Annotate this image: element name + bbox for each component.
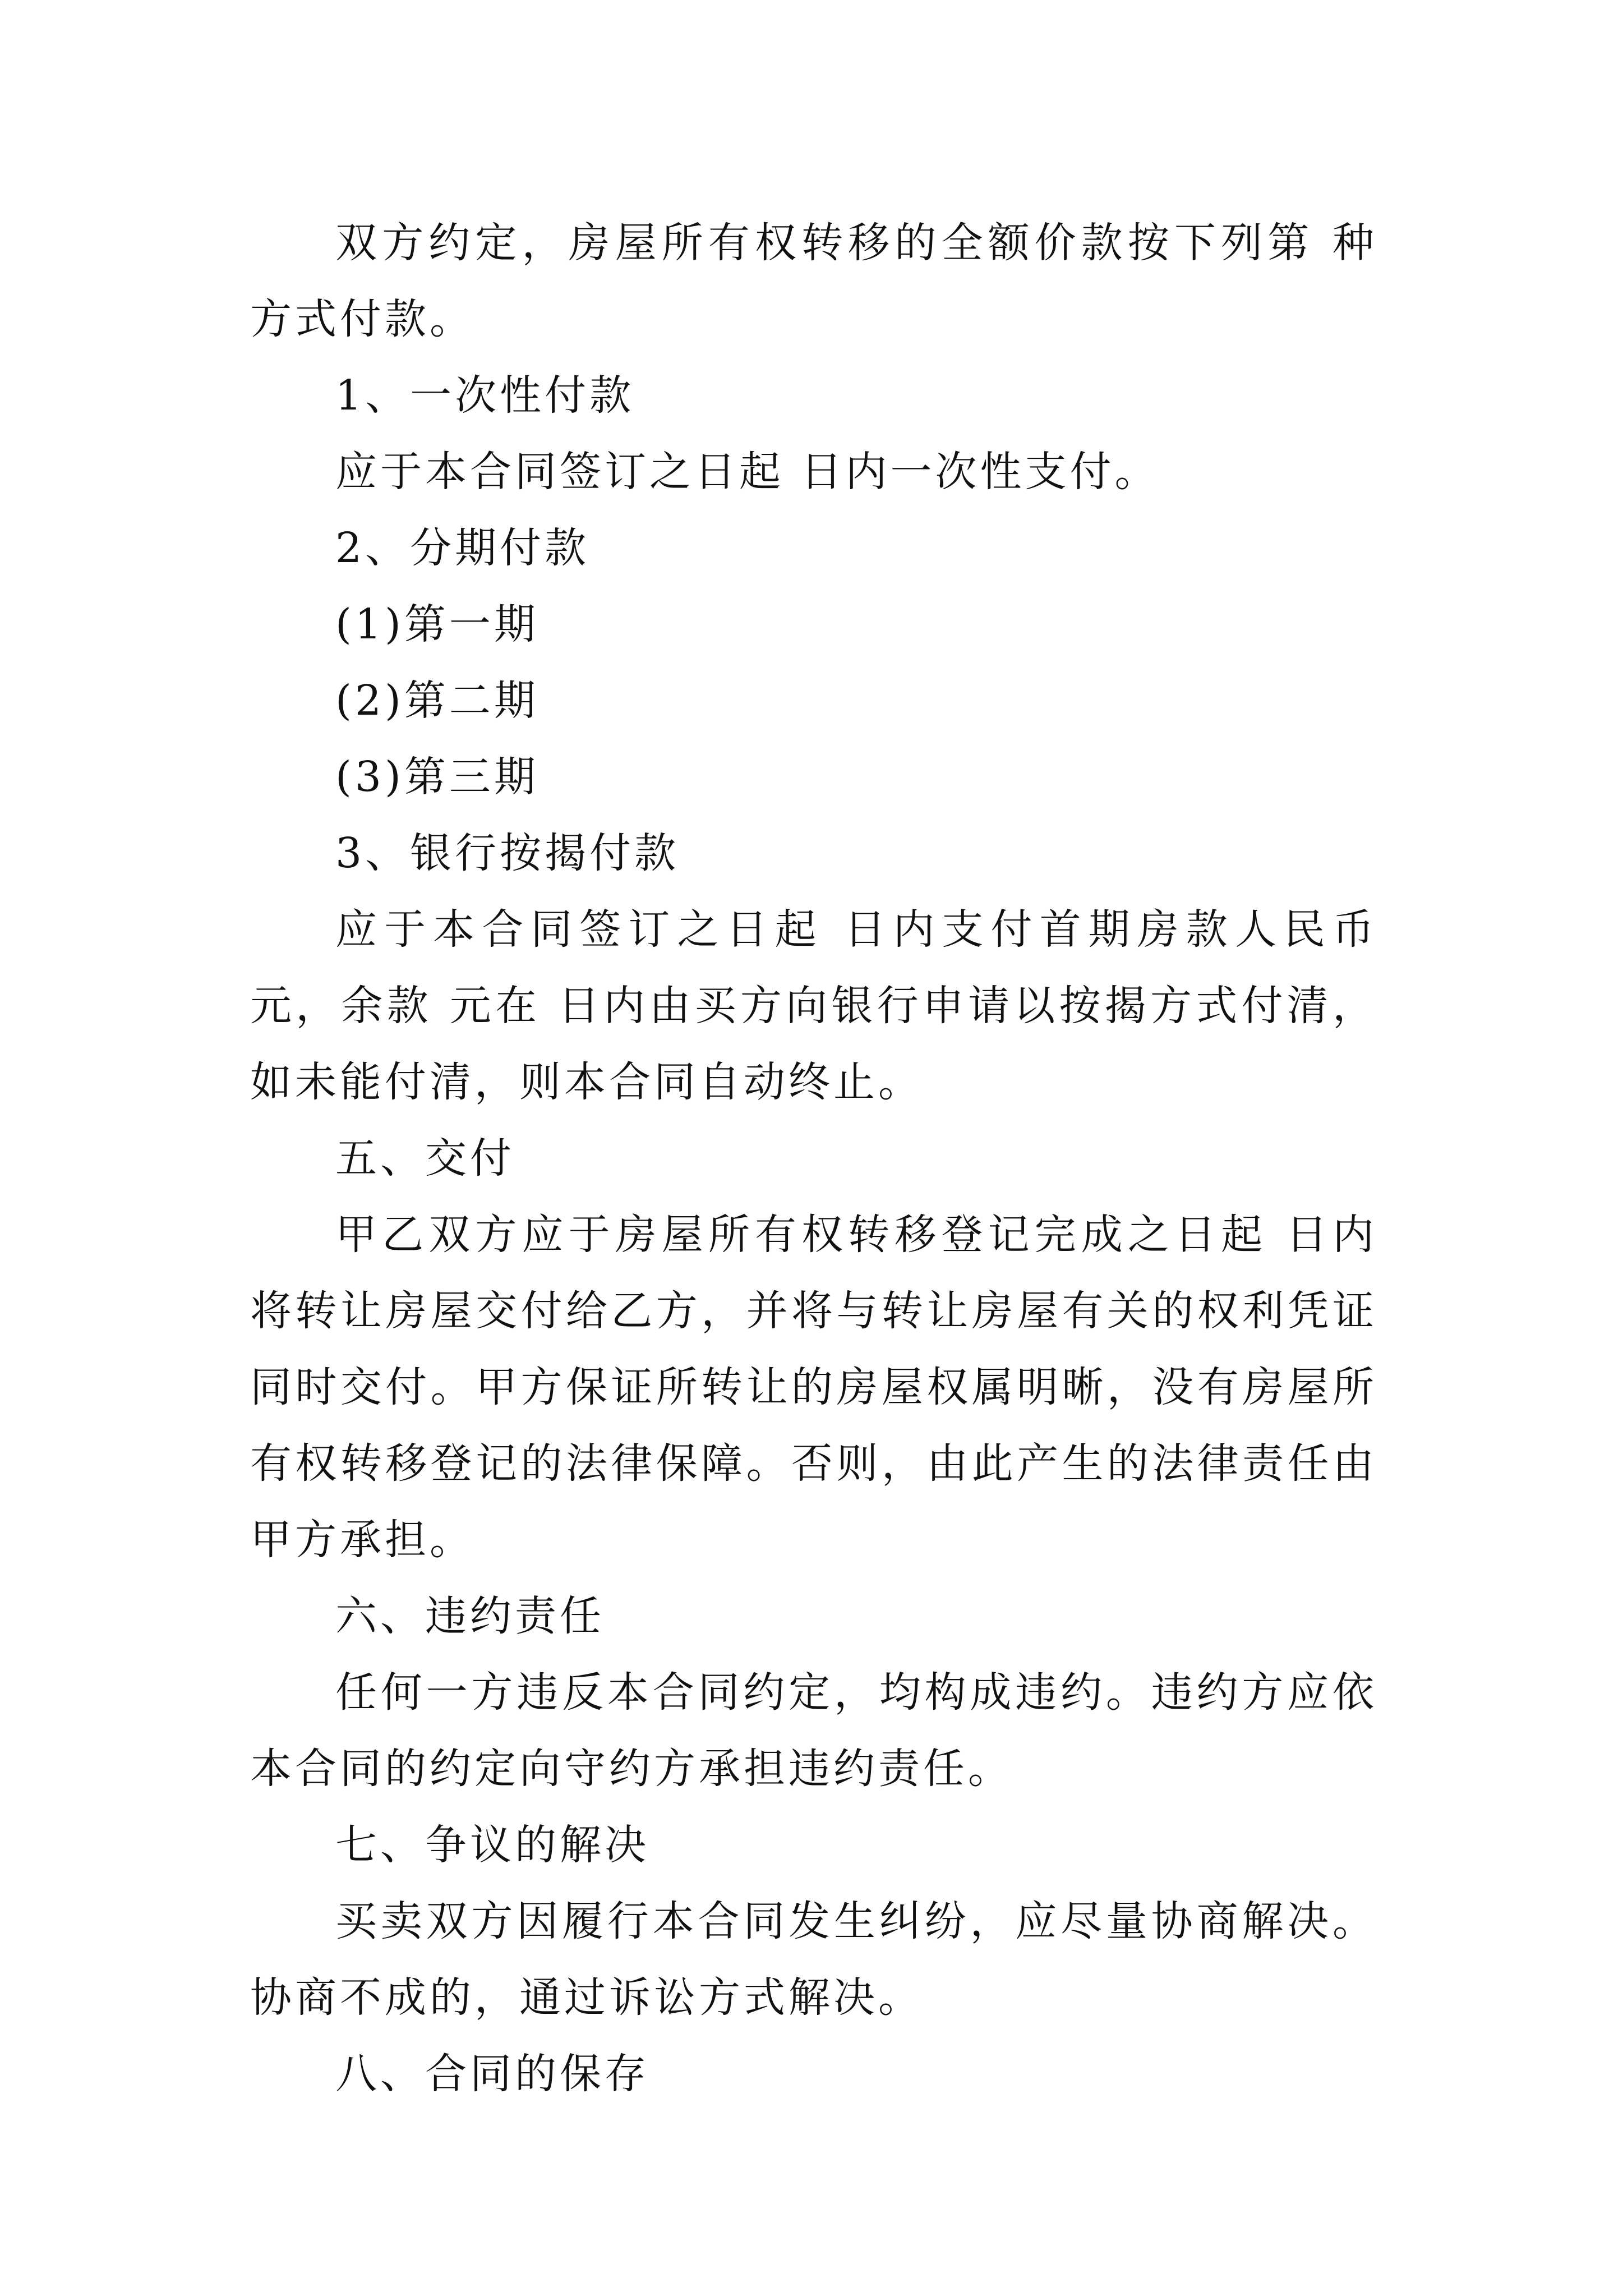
installment-item-2: (2)第二期 <box>335 677 539 725</box>
dispute-paragraph: 买卖双方因履行本合同发生纠纷，应尽量协商解决。协商不成的，通过诉讼方式解决。 <box>250 1897 1377 2022</box>
delivery-paragraph: 甲乙双方应于房屋所有权转移登记完成之日起 日内将转让房屋交付给乙方，并将与转让房屋有关的权利凭证同时交付。甲方保证所转让的房屋权属明晰，没有房屋所有权转移登记的法律保障。否则，由此产生的法律责任由甲方承担。 <box>250 1211 1377 1564</box>
section-delivery-heading: 五、交付 <box>335 1134 515 1182</box>
payment-method-paragraph: 双方约定，房屋所有权转移的全额价款按下列第 种方式付款。 <box>250 219 1377 343</box>
installment-item-1: (1)第一期 <box>335 600 539 648</box>
breach-paragraph: 任何一方违反本合同约定，均构成违约。违约方应依本合同的约定向守约方承担违约责任。 <box>250 1668 1377 1793</box>
section-breach-heading: 六、违约责任 <box>335 1592 605 1640</box>
section-dispute-heading: 七、争议的解决 <box>335 1821 649 1869</box>
lump-sum-heading: 1、一次性付款 <box>335 371 635 420</box>
installment-item-3: (3)第三期 <box>335 753 539 801</box>
lump-sum-paragraph: 应于本合同签订之日起 日内一次性支付。 <box>335 448 1160 496</box>
mortgage-paragraph: 应于本合同签订之日起 日内支付首期房款人民币 元，余款 元在 日内由买方向银行申请以按揭方式付清，如未能付清，则本合同自动终止。 <box>250 905 1377 1106</box>
installment-heading: 2、分期付款 <box>335 524 590 572</box>
document-body <box>250 205 1377 2112</box>
mortgage-heading: 3、银行按揭付款 <box>335 829 680 877</box>
section-storage-heading: 八、合同的保存 <box>335 2050 649 2098</box>
